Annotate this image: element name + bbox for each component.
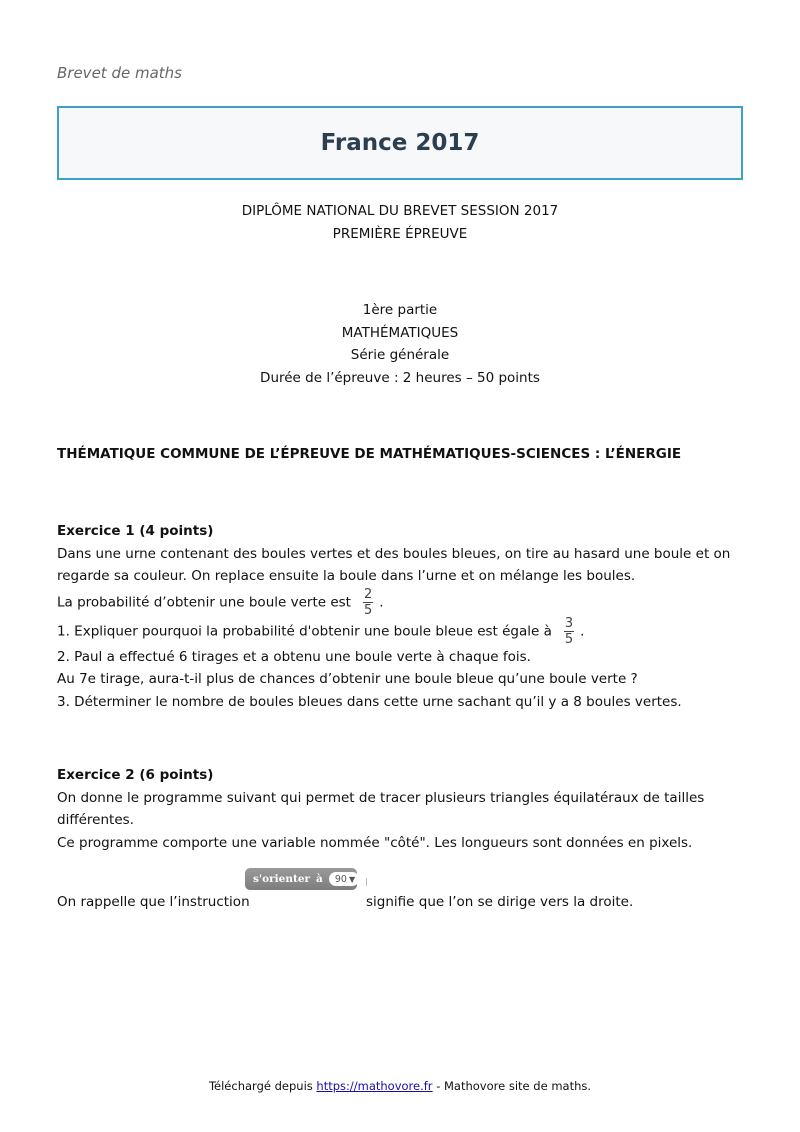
exam-subject: MATHÉMATIQUES: [341, 324, 459, 341]
footer-suffix: - Mathovore site de maths.: [436, 1079, 592, 1093]
title-box: [57, 106, 743, 180]
exam-line-2: PREMIÈRE ÉPREUVE: [332, 225, 468, 242]
exam-part: 1ère partie: [362, 302, 438, 318]
fraction-green: [363, 588, 373, 617]
footer: [0, 1079, 800, 1093]
instruction-after: signifie que l’on se dirige vers la droite.: [366, 894, 634, 910]
scratch-value-text: 90: [334, 873, 347, 885]
exercise-1-prob-line: [57, 588, 747, 617]
exam-header: [0, 200, 800, 245]
fraction-blue: [564, 617, 574, 646]
caret-down-icon: ▼: [348, 874, 356, 884]
exercise-2-variable-note: Ce programme comporte une variable nommée "côté". Les longueurs sont données en pixels.: [57, 834, 693, 851]
scratch-block-value: [329, 872, 359, 886]
scratch-block-prep: à: [316, 873, 323, 885]
exam-series: Série générale: [350, 347, 450, 363]
fraction-numerator: 2: [363, 586, 373, 602]
exam-line-1: DIPLÔME NATIONAL DU BREVET SESSION 2017: [241, 203, 559, 219]
exercise-2-heading: Exercice 2 (6 points): [57, 767, 214, 783]
scratch-orient-block: [245, 868, 357, 890]
q1-text: 1. Expliquer pourquoi la probabilité d'obtenir une boule bleue est égale à: [57, 623, 552, 639]
scratch-block-label: s'orienter: [253, 873, 311, 885]
exercise-2-intro: On donne le programme suivant qui permet de tracer plusieurs triangles équilatéraux de tailles différentes.: [57, 789, 705, 828]
exam-duration: Durée de l’épreuve : 2 heures – 50 points: [260, 369, 540, 386]
header-note: Brevet de maths: [57, 64, 182, 82]
theme-heading: THÉMATIQUE COMMUNE DE L’ÉPREUVE DE MATHÉMATIQUES-SCIENCES : L’ÉNERGIE: [57, 446, 682, 462]
exam-info: [0, 299, 800, 389]
fraction-numerator: 3: [564, 615, 574, 631]
exercise-1-intro: Dans une urne contenant des boules vertes et des boules bleues, on tire au hasard une boule et on regarde sa couleur. On replace ensuite la boule dans l’urne et on mélange les boules.: [57, 545, 731, 584]
period: .: [379, 594, 384, 610]
exercise-2: [57, 764, 747, 854]
exercise-1-heading: Exercice 1 (4 points): [57, 523, 214, 539]
footer-link[interactable]: https://mathovore.fr: [316, 1079, 433, 1093]
instruction-before: On rappelle que l’instruction: [57, 894, 250, 910]
exercise-1-q3: 3. Déterminer le nombre de boules bleues dans cette urne sachant qu’il y a 8 boules vertes.: [57, 693, 682, 710]
fraction-denominator: 5: [363, 602, 373, 618]
divider: [366, 878, 367, 886]
prob-text: La probabilité d’obtenir une boule verte est: [57, 594, 351, 610]
period: .: [580, 623, 585, 639]
fraction-denominator: 5: [564, 631, 574, 647]
exercise-1-q2: 2. Paul a effectué 6 tirages et a obtenu une boule verte à chaque fois.: [57, 648, 531, 665]
exercise-1-q2b: Au 7e tirage, aura-t-il plus de chances d’obtenir une boule bleue qu’une boule verte ?: [57, 671, 638, 687]
exercise-1-q1: [57, 617, 747, 646]
footer-prefix: Téléchargé depuis: [208, 1079, 313, 1093]
page-title: France 2017: [320, 130, 480, 156]
exercise-1: [57, 520, 747, 713]
